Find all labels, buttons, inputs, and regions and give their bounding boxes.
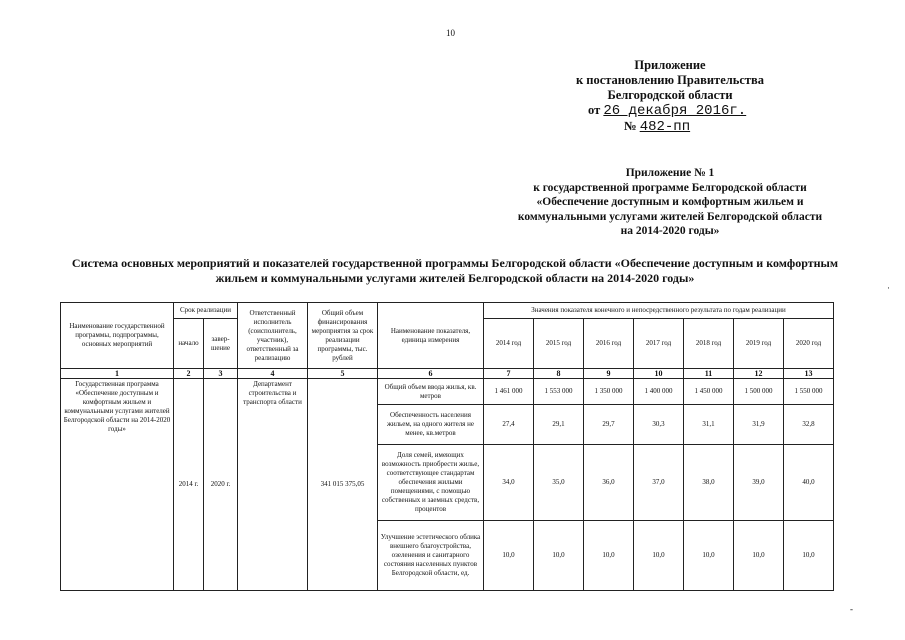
indicator-value: 39,0 xyxy=(734,445,784,521)
indicator-value: 1 400 000 xyxy=(634,379,684,405)
indicator-value: 1 553 000 xyxy=(534,379,584,405)
appendix-block xyxy=(560,58,780,135)
indicator-value: 1 461 000 xyxy=(484,379,534,405)
appendix-line1: к постановлению Правительства xyxy=(575,73,765,87)
indicator-value: 10,0 xyxy=(684,521,734,591)
page-number: 10 xyxy=(446,28,455,38)
column-number: 5 xyxy=(308,369,378,379)
indicator-value: 35,0 xyxy=(534,445,584,521)
appendix1-line2: «Обеспечение доступным и комфортным жильем и xyxy=(536,196,804,208)
indicator-value: 40,0 xyxy=(784,445,834,521)
indicator-value: 30,3 xyxy=(634,405,684,445)
program-name: Государственная программа «Обеспечение доступным и комфортным жильем и коммунальными услугами жителей Белгородской области на 2014-2020 годы» xyxy=(61,379,174,591)
indicator-value: 31,1 xyxy=(684,405,734,445)
document-title-line2: жильем и коммунальными услугами жителей Белгородской области на 2014-2020 годы» xyxy=(215,271,695,285)
header-indicator: Наименование показателя, единица измерения xyxy=(378,303,484,369)
appendix1-title: Приложение № 1 xyxy=(625,167,715,179)
program-end: 2020 г. xyxy=(204,379,238,591)
document-title-line1: Система основных мероприятий и показателей государственной программы Белгородской области «Обеспечение доступным и комфортным xyxy=(71,256,839,270)
header-year: 2019 год xyxy=(734,319,784,369)
column-number: 12 xyxy=(734,369,784,379)
header-name: Наименование государственной программы, подпрограммы, основных мероприятий xyxy=(61,303,174,369)
indicator-value: 37,0 xyxy=(634,445,684,521)
header-funding: Общий объем финансирования мероприятия за срок реализации программы, тыс. рублей xyxy=(308,303,378,369)
indicator-value: 1 350 000 xyxy=(584,379,634,405)
header-start: начало xyxy=(174,319,204,369)
column-number-row xyxy=(61,369,834,379)
column-number: 10 xyxy=(634,369,684,379)
indicator-value: 10,0 xyxy=(734,521,784,591)
indicator-value: 10,0 xyxy=(534,521,584,591)
column-number: 4 xyxy=(238,369,308,379)
date-value: 26 декабря 2016г. xyxy=(603,103,747,119)
appendix-title: Приложение xyxy=(634,58,706,72)
date-prefix: от xyxy=(588,103,601,117)
header-year: 2015 год xyxy=(534,319,584,369)
appendix1-line3: коммунальными услугами жителей Белгородской области xyxy=(517,210,823,223)
indicator-value: 38,0 xyxy=(684,445,734,521)
column-number: 11 xyxy=(684,369,734,379)
document-title xyxy=(60,256,850,286)
indicator-value: 10,0 xyxy=(484,521,534,591)
column-number: 6 xyxy=(378,369,484,379)
indicator-value: 32,8 xyxy=(784,405,834,445)
header-year: 2020 год xyxy=(784,319,834,369)
column-number: 2 xyxy=(174,369,204,379)
indicator-value: 31,9 xyxy=(734,405,784,445)
header-year: 2017 год xyxy=(634,319,684,369)
column-number: 3 xyxy=(204,369,238,379)
program-start: 2014 г. xyxy=(174,379,204,591)
indicator-value: 36,0 xyxy=(584,445,634,521)
indicator-name: Улучшение эстетического облика внешнего благоустройства, озеленения и санитарного состояния населенных пунктов Белгородской области, ед. xyxy=(378,521,484,591)
indicator-value: 1 450 000 xyxy=(684,379,734,405)
header-end: завер-шение xyxy=(204,319,238,369)
header-executor: Ответственный исполнитель (соисполнитель, участник), ответственный за реализацию xyxy=(238,303,308,369)
appendix-number-line xyxy=(560,119,780,135)
header-row-1 xyxy=(61,303,834,319)
indicator-value: 29,1 xyxy=(534,405,584,445)
indicator-value: 10,0 xyxy=(784,521,834,591)
indicator-value: 10,0 xyxy=(634,521,684,591)
indicator-name: Обеспеченность населения жильем, на одного жителя не менее, кв.метров xyxy=(378,405,484,445)
indicator-value: 1 500 000 xyxy=(734,379,784,405)
appendix-date-line xyxy=(560,103,780,119)
header-values-group: Значения показателя конечного и непосредственного результата по годам реализации xyxy=(484,303,834,319)
header-year: 2016 год xyxy=(584,319,634,369)
header-year: 2018 год xyxy=(684,319,734,369)
table-row xyxy=(61,379,834,405)
program-executor: Департамент строительства и транспорта области xyxy=(238,379,308,591)
appendix1-line4: на 2014-2020 годы» xyxy=(620,225,720,237)
indicators-table xyxy=(60,302,834,591)
margin-mark: - xyxy=(850,604,853,614)
appendix1-block xyxy=(500,166,840,239)
header-term: Срок реализации xyxy=(174,303,238,319)
header-year: 2014 год xyxy=(484,319,534,369)
indicator-name: Доля семей, имеющих возможность приобрести жилье, соответствующее стандартам обеспечения жилыми помещениями, с помощью собственных и заемных средств, процентов xyxy=(378,445,484,521)
column-number: 13 xyxy=(784,369,834,379)
column-number: 8 xyxy=(534,369,584,379)
appendix-line2: Белгородской области xyxy=(607,88,733,102)
number-value: 482-пп xyxy=(639,119,691,135)
indicator-name: Общий объем ввода жилья, кв. метров xyxy=(378,379,484,405)
program-funding: 341 015 375,05 xyxy=(308,379,378,591)
margin-mark: · xyxy=(887,283,890,293)
column-number: 9 xyxy=(584,369,634,379)
indicator-value: 1 550 000 xyxy=(784,379,834,405)
column-number: 7 xyxy=(484,369,534,379)
column-number: 1 xyxy=(61,369,174,379)
indicator-value: 10,0 xyxy=(584,521,634,591)
indicator-value: 34,0 xyxy=(484,445,534,521)
number-prefix: № xyxy=(624,119,637,133)
indicator-value: 29,7 xyxy=(584,405,634,445)
indicator-value: 27,4 xyxy=(484,405,534,445)
appendix1-line1: к государственной программе Белгородской области xyxy=(533,181,807,194)
